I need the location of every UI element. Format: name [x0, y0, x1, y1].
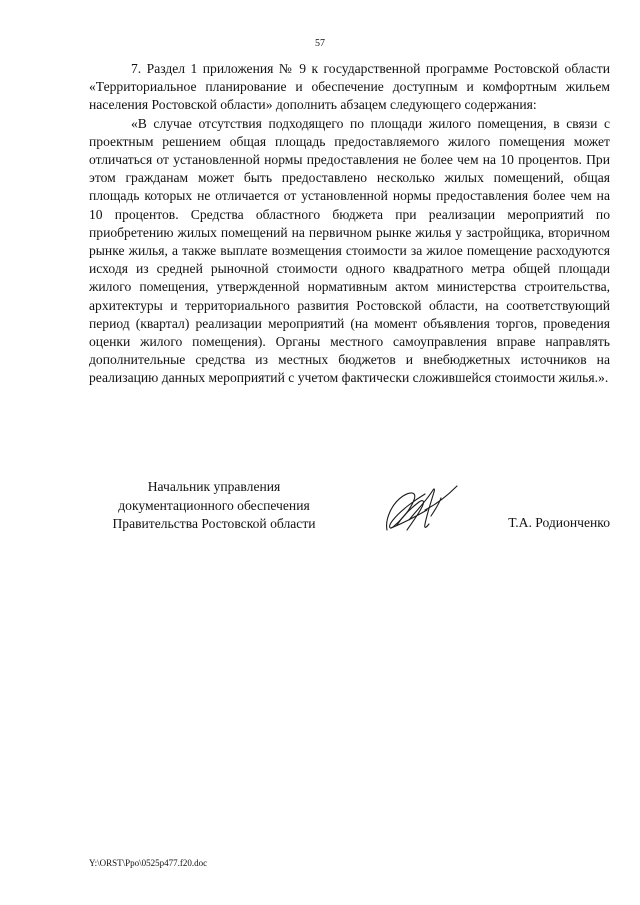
- signatory-position-line: Начальник управления: [147, 479, 281, 494]
- handwritten-signature-icon: [381, 480, 463, 538]
- signatory-name: Т.А. Родионченко: [508, 515, 610, 530]
- signatory-position-line: документационного обеспечения: [118, 497, 310, 513]
- page-number: 57: [315, 38, 325, 49]
- footer-file-path: Y:\ORST\Ppo\0525p477.f20.doc: [89, 858, 208, 868]
- paragraph-amendment-text: «В случае отсутствия подходящего по площади жилого помещения, в связи с проектным решением общая площадь предоставляемого жилого помещения может отличаться от установленной нормы предоставления не более чем на 10 процентов. При этом гражданам может быть предоставлено несколько жилых помещений, общая площадь которых не отличается от установленной нормы предоставления более чем на 10 процентов. Средства областного бюджета при реализации мероприятий по приобретению жилых помещений на первичном рынке жилья у застройщика, вторичном рынке жилья, а также выплате возмещения стоимости за жилое помещение расходуются исходя из средней рыночной стоимости одного квадратного метра общей площади жилого помещения, утвержденной нормативным актом министерства строительства, архитектуры и территориального развития Ростовской области, на соответствующий период (квартал) реализации мероприятий (на момент объявления торгов, проведения оценки жилого помещения). Органы местного самоуправления вправе направлять дополнительные средства из местных бюджетов и внебюджетных источников на реализацию данных мероприятий с учетом фактически сложившейся стоимости жилья.».: [89, 115, 610, 386]
- paragraph-amendment-intro: 7. Раздел 1 приложения № 9 к государственной программе Ростовской области «Территориальное планирование и обеспечение доступным и комфортным жильем населения Ростовской области» дополнить абзацем следующего содержания:: [89, 61, 610, 113]
- signatory-position: [89, 478, 339, 534]
- signature-block: [89, 478, 610, 558]
- signatory-position-line: Правительства Ростовской области: [112, 516, 316, 532]
- document-body: [89, 60, 610, 388]
